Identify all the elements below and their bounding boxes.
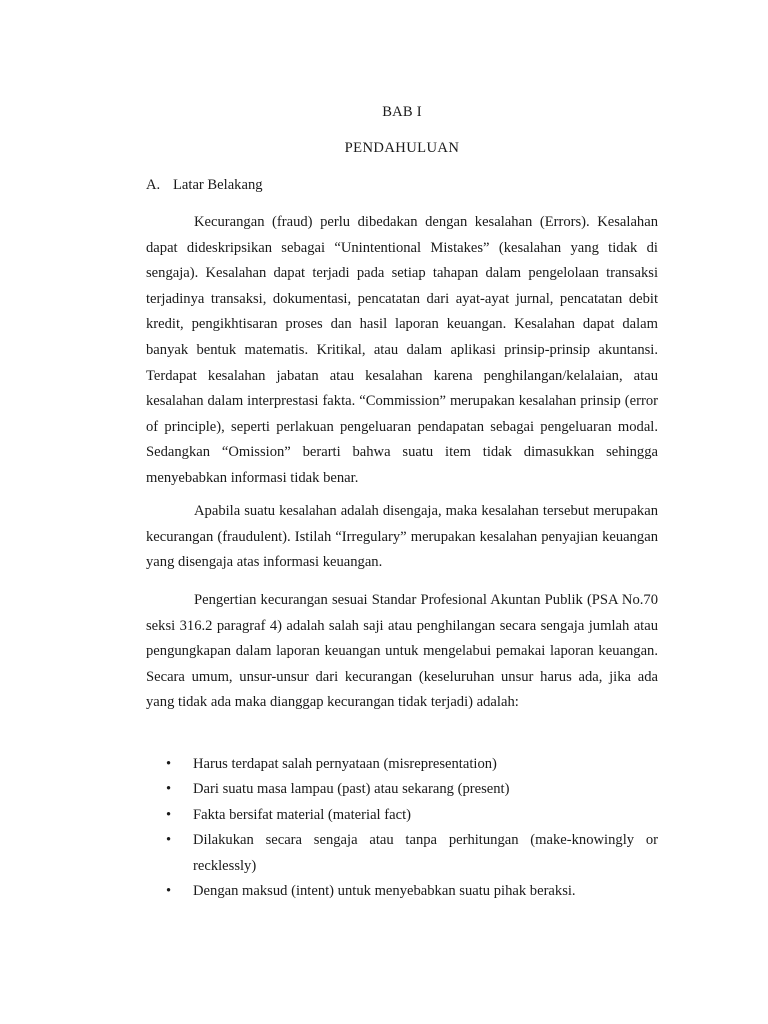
list-item-text: Dengan maksud (intent) untuk menyebabkan suatu pihak beraksi. (193, 883, 576, 900)
section-number: A. (146, 177, 161, 193)
list-item-text: Dilakukan secara sengaja atau tanpa perhitungan (make-knowingly or recklessly) (193, 832, 658, 874)
chapter-number: BAB I (382, 104, 422, 120)
paragraph: Apabila suatu kesalahan adalah disengaja, maka kesalahan tersebut merupakan kecurangan (fraudulent). Istilah “Irregulary” merupakan kesalahan penyajian keuangan yang disengaja atas informasi keuangan. (146, 503, 658, 571)
list-item (146, 803, 658, 828)
bullet-icon: • (166, 832, 172, 849)
list-item (146, 752, 658, 777)
list-item (146, 777, 658, 802)
section-heading (146, 177, 263, 194)
bullet-list (146, 752, 658, 904)
paragraph: Pengertian kecurangan sesuai Standar Profesional Akuntan Publik (PSA No.70 seksi 316.2 paragraf 4) adalah salah saji atau penghilangan secara sengaja jumlah atau pengungkapan dalam laporan keuangan untuk mengelabui pemakai laporan keuangan. Secara umum, unsur-unsur dari kecurangan (keseluruhan unsur harus ada, jika ada yang tidak ada maka dianggap kecurangan tidak terjadi) adalah: (146, 592, 658, 711)
list-item-text: Harus terdapat salah pernyataan (misrepresentation) (193, 756, 497, 772)
chapter-title: PENDAHULUAN (344, 140, 460, 156)
list-item (146, 879, 658, 904)
bullet-icon: • (166, 806, 172, 823)
list-item (146, 828, 658, 879)
list-item-text: Dari suatu masa lampau (past) atau sekarang (present) (193, 781, 510, 798)
bullet-icon: • (166, 756, 172, 772)
bullet-icon: • (166, 781, 172, 798)
paragraph: Kecurangan (fraud) perlu dibedakan dengan kesalahan (Errors). Kesalahan dapat dideskripsikan sebagai “Unintentional Mistakes” (kesalahan yang tidak di sengaja). Kesalahan dapat terjadi pada setiap tahapan dalam pengelolaan transaksi terjadinya transaksi, dokumentasi, pencatatan dari ayat-ayat jurnal, pencatatan debit kredit, pengikhtisaran proses dan hasil laporan keuangan. Kesalahan dapat dalam banyak bentuk matematis. Kritikal, atau dalam aplikasi prinsip-prinsip akuntansi. Terdapat kesalahan jabatan atau kesalahan karena penghilangan/kelalaian, atau kesalahan dalam interprestasi fakta. “Commission” merupakan kesalahan prinsip (error of principle), seperti perlakuan pengeluaran pendapatan sebagai pengeluaran modal. Sedangkan “Omission” berarti bahwa suatu item tidak dimasukkan sehingga menyebabkan informasi tidak benar. (146, 214, 658, 486)
bullet-icon: • (166, 883, 172, 900)
section-title: Latar Belakang (173, 177, 263, 193)
list-item-text: Fakta bersifat material (material fact) (193, 806, 411, 823)
